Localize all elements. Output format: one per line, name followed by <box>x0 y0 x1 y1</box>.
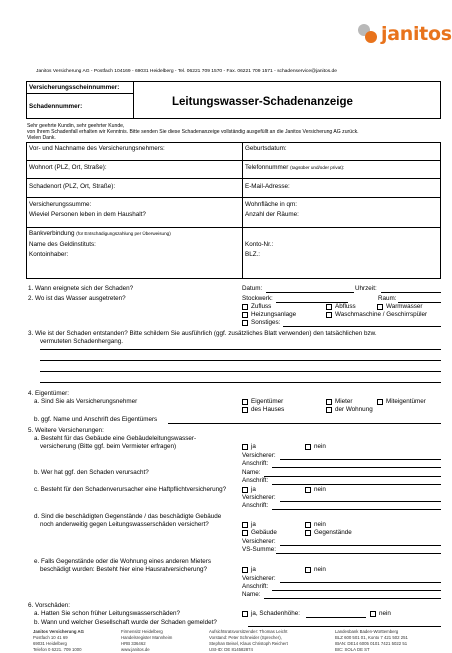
q5b-address-input[interactable] <box>272 484 441 485</box>
q5c-address-label: Anschrift: <box>242 502 269 509</box>
q3-line1: 3. Wie ist der Schaden entstanden? Bitte schildern Sie ausführlich (ggf. zusätzliches Blatt verwenden) den tatsächlichen bzw. <box>28 330 377 337</box>
q2-heating-label: Heizungsanlage <box>251 311 297 318</box>
q5a-address-input[interactable] <box>272 467 441 468</box>
q5a-insurer-label: Versicherer: <box>242 452 276 459</box>
bank-label: Bankverbindung (für Entschädigungszahlung per Überweisung) <box>29 230 171 237</box>
q5d-yes-label: ja <box>251 521 256 528</box>
q5e-name-input[interactable] <box>264 598 441 599</box>
q2-drain-label: Abfluss <box>335 303 356 310</box>
q3-line2: vermuteten Schadenhergang. <box>40 338 123 345</box>
q5a-address-label: Anschrift: <box>242 460 269 467</box>
q6a-yes-checkbox[interactable] <box>242 611 248 617</box>
janitos-logo <box>354 20 452 50</box>
q2-drain-checkbox[interactable] <box>326 304 332 310</box>
living-area-field[interactable]: Wohnfläche in qm: <box>245 201 298 208</box>
q4-b-label: b. ggf. Name und Anschrift des Eigentümers <box>34 416 158 423</box>
q2-other-checkbox[interactable] <box>242 320 248 326</box>
q4-apartment-label: der Wohnung <box>335 406 373 413</box>
q4-owner-address-input[interactable] <box>168 423 441 424</box>
q5c-address-input[interactable] <box>272 509 441 510</box>
q3-text-line-3[interactable] <box>40 371 441 372</box>
q5d-yes-checkbox[interactable] <box>242 522 248 528</box>
q5a-no-label: nein <box>314 443 326 450</box>
footer-seat: Firmensitz Heidelberg <box>121 629 163 634</box>
q5e-no-checkbox[interactable] <box>305 567 311 573</box>
footer-city: 69031 Heidelberg <box>33 641 67 646</box>
footer-bank: Landesbank Baden-Württemberg <box>335 629 399 634</box>
header-address: Janitos Versicherung AG - Postfach 104169 - 69031 Heidelberg - Tel. 06221 709 1570 - Fax. 06221 709 1571 - schadenservice@janitos.de <box>36 69 337 74</box>
q3-text-line-4[interactable] <box>40 382 441 383</box>
bank-name-field[interactable]: Name des Geldinstituts: <box>29 241 96 248</box>
q5a-no-checkbox[interactable] <box>305 444 311 450</box>
policy-number-label: Versicherungsscheinnummer: <box>29 84 120 91</box>
q5c-yes-label: ja <box>251 486 256 493</box>
q1-time-label: Uhrzeit: <box>355 285 377 292</box>
phone-label: Telefonnummer <box>245 164 289 171</box>
footer-board: Vorstand: Peter Schneider (Sprecher), <box>209 635 282 640</box>
q5b-name-input[interactable] <box>264 476 441 477</box>
q4-tenant-label: Mieter <box>335 398 353 405</box>
q5d-no-checkbox[interactable] <box>305 522 311 528</box>
policyholder-name-field[interactable]: Vor- und Nachname des Versicherungsnehmers: <box>29 145 165 152</box>
footer-phone: Telefon 0 6221. 709 1000 <box>33 647 82 652</box>
footer-account: BLZ 600 501 01, Konto 7 421 502 251 <box>335 635 408 640</box>
q2-room-label: Raum: <box>378 295 397 302</box>
q5e-address-input[interactable] <box>272 590 441 591</box>
intro-greeting: Sehr geehrte Kundin, sehr geehrter Kunde, <box>27 123 125 129</box>
q2-other-input[interactable] <box>283 326 441 327</box>
q4-owner-checkbox[interactable] <box>242 399 248 405</box>
footer-board2: Stephan Beisel, Klaus Christoph Reichert <box>209 641 288 646</box>
q5-e-line1: e. Falls Gegenstände oder die Wohnung eines anderen Mieters <box>34 558 212 565</box>
q5d-building-label: Gebäude <box>251 529 277 536</box>
q4-house-checkbox[interactable] <box>242 407 248 413</box>
q5d-vs-sum-label: VS-Summe: <box>242 546 276 553</box>
q1-date-input[interactable] <box>266 292 354 293</box>
q6-a-label: a. Hatten Sie schon früher Leitungswasserschäden? <box>34 610 180 617</box>
q5b-address-label: Anschrift: <box>242 477 269 484</box>
phone-field[interactable] <box>245 164 344 172</box>
q6a-no-label: nein <box>379 610 391 617</box>
q6b-input[interactable] <box>248 626 441 627</box>
footer-website: www.janitos.de <box>121 647 150 652</box>
q2-floor-label: Stockwerk: <box>242 295 273 302</box>
q5e-yes-checkbox[interactable] <box>242 567 248 573</box>
footer-register: Handelsregister Mannheim <box>121 635 173 640</box>
q5c-insurer-label: Versicherer: <box>242 494 276 501</box>
q2-heating-checkbox[interactable] <box>242 312 248 318</box>
bank-note: (für Entschädigungszahlung per Überweisung) <box>76 231 171 236</box>
q2-hotwater-checkbox[interactable] <box>377 304 383 310</box>
q5-c-label: c. Besteht für den Schadenverursacher eine Haftpflichtversicherung? <box>34 486 227 493</box>
footer-pobox: Postfach 10 41 69 <box>33 635 68 640</box>
q5e-yes-label: ja <box>251 566 256 573</box>
q5-b-label: b. Wer hat ggf. den Schaden verursacht? <box>34 469 149 476</box>
q4-apartment-checkbox[interactable] <box>326 407 332 413</box>
q5d-objects-label: Gegenstände <box>314 529 352 536</box>
q5e-insurer-input[interactable] <box>280 582 441 583</box>
q5c-no-label: nein <box>314 486 326 493</box>
q5-d-line2: noch anderweitig gegen Leitungswasserschäden versichert? <box>40 521 209 528</box>
q4-house-label: des Hauses <box>251 406 285 413</box>
footer-vat: USt-ID: DE 814582874 <box>209 647 253 652</box>
q2-hotwater-label: Warmwasser <box>386 303 423 310</box>
footer-bic: BIC: SOLA DE ST <box>335 647 370 652</box>
q1-time-input[interactable] <box>381 292 441 293</box>
q5-a-line2: versicherung (Bitte ggf. beim Vermieter erfragen) <box>40 443 177 450</box>
footer-company: Janitos Versicherung AG <box>33 629 84 634</box>
intro-thanks: Vielen Dank. <box>27 135 56 141</box>
q5d-vs-sum-input[interactable] <box>276 553 441 554</box>
intro-text: von Ihrem Schadenfall erhalten wir Kenntnis. Bitte senden Sie diese Schadenanzeige vollständig ausgefüllt an die Janitos Versicherung AG zurück. <box>27 129 359 135</box>
account-holder-field[interactable]: Kontoinhaber: <box>29 251 69 258</box>
q2-label: 2. Wo ist das Wasser ausgetreten? <box>28 295 126 302</box>
logo-mark-icon <box>354 20 384 50</box>
q2-inflow-label: Zufluss <box>251 303 272 310</box>
q5d-no-label: nein <box>314 521 326 528</box>
damage-location-field[interactable]: Schadenort (PLZ, Ort, Straße): <box>29 183 116 190</box>
q4-tenant-checkbox[interactable] <box>326 399 332 405</box>
footer-hrb: HRB 336462 <box>121 641 146 646</box>
birth-date-field[interactable]: Geburtsdatum: <box>245 145 287 152</box>
q5c-no-checkbox[interactable] <box>305 487 311 493</box>
q5e-no-label: nein <box>314 566 326 573</box>
q4-owner-label: Eigentümer <box>251 398 284 405</box>
q4-a-label: a. Sind Sie als Versicherungsnehmer <box>34 398 138 405</box>
q6a-no-checkbox[interactable] <box>370 611 376 617</box>
q3-text-line-1[interactable] <box>40 349 441 350</box>
q5c-insurer-input[interactable] <box>280 501 441 502</box>
blz-field[interactable]: BLZ.: <box>245 251 261 258</box>
q5e-insurer-label: Versicherer: <box>242 575 276 582</box>
q5d-building-checkbox[interactable] <box>242 530 248 536</box>
q5-a-line1: a. Besteht für das Gebäude eine Gebäudeleitungswasser- <box>34 435 197 442</box>
q1-label: 1. Wann ereignete sich der Schaden? <box>28 285 134 292</box>
account-number-field[interactable]: Konto-Nr.: <box>245 241 274 248</box>
q6-header: 6. Vorschäden: <box>28 602 71 609</box>
q5-d-line1: d. Sind die beschädigten Gegenstände / das beschädigte Gebäude <box>34 513 222 520</box>
q2-washer-checkbox[interactable] <box>326 312 332 318</box>
q5d-objects-checkbox[interactable] <box>305 530 311 536</box>
footer <box>33 629 445 652</box>
q1-date-label: Datum: <box>242 285 263 292</box>
page-title: Leitungswasser-Schadenanzeige <box>172 96 353 108</box>
q2-inflow-checkbox[interactable] <box>242 304 248 310</box>
q5c-yes-checkbox[interactable] <box>242 487 248 493</box>
q6-b-label: b. Wann und welcher Gesellschaft wurde der Schaden gemeldet? <box>34 619 217 626</box>
q4-coowner-label: Miteigentümer <box>386 398 426 405</box>
q4-coowner-checkbox[interactable] <box>377 399 383 405</box>
q5-label: 5. Weitere Versicherungen: <box>28 427 104 434</box>
email-field[interactable]: E-Mail-Adresse: <box>245 183 290 190</box>
claim-number-label: Schadennummer: <box>29 103 83 110</box>
q5-e-line2: beschädigt wurden: Besteht hier eine Hausratversicherung? <box>40 566 207 573</box>
footer-board-chair: Aufsichtsratsvorsitzender: Thomas Leicht <box>209 629 288 634</box>
q5e-name-label: Name: <box>242 591 261 598</box>
q2-washer-label: Waschmaschine / Geschirrspüler <box>335 311 428 318</box>
q6a-amount-input[interactable] <box>306 617 366 618</box>
sum-insured-field[interactable]: Versicherungssumme: <box>29 201 92 208</box>
q2-other-label: Sonstiges: <box>251 319 281 326</box>
footer-iban: IBAN: DE14 6005 0101 7421 5022 51 <box>335 641 408 646</box>
q5a-insurer-input[interactable] <box>280 459 441 460</box>
rooms-field[interactable]: Anzahl der Räume: <box>245 211 299 218</box>
q5e-address-label: Anschrift: <box>242 583 269 590</box>
q5d-insurer-input[interactable] <box>280 545 441 546</box>
phone-note: (tagsüber und/oder privat): <box>290 165 345 170</box>
q6a-yes-label: ja, Schadenhöhe: <box>251 610 301 617</box>
q3-text-line-2[interactable] <box>40 360 441 361</box>
q5d-insurer-label: Versicherer: <box>242 538 276 545</box>
q5a-yes-checkbox[interactable] <box>242 444 248 450</box>
logo-text: janitos <box>381 23 452 45</box>
q5b-name-label: Name: <box>242 469 261 476</box>
persons-field[interactable]: Wieviel Personen leben in dem Haushalt? <box>29 211 146 218</box>
residence-field[interactable]: Wohnort (PLZ, Ort, Straße): <box>29 164 107 171</box>
q5a-yes-label: ja <box>251 443 256 450</box>
q4-label: 4. Eigentümer: <box>28 390 69 397</box>
